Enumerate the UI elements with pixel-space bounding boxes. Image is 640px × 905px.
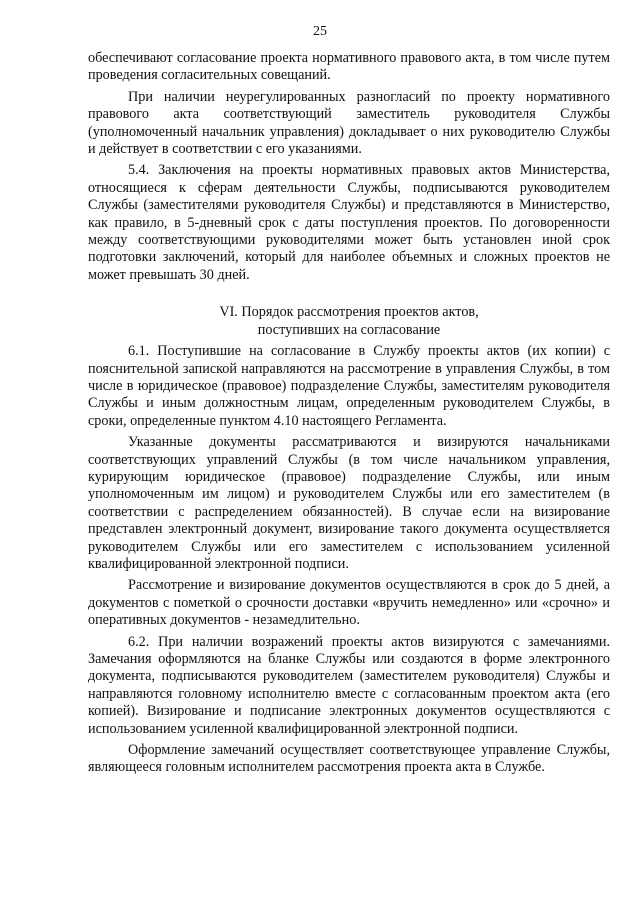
paragraph-6-2: 6.2. При наличии возражений проекты актов визируются с замечаниями. Замечания оформляются на бланке Службы или создаются в форме электронного документа, подписываются руководителем (заместителем руководителя) Службы и направляются головному исполнителю вместе с согласованным проектом акта (его копией). Визирование и подписание электронных документов осуществляются с использованием усиленной квалифицированной электронной подписи. xyxy=(88,633,610,737)
paragraph-deadlines: Рассмотрение и визирование документов осуществляются в срок до 5 дней, а документов с пометкой о срочности доставки «вручить немедленно» или «срочно» и оперативных документов - незамедлительно. xyxy=(88,577,610,629)
paragraph-6-1: 6.1. Поступившие на согласование в Службу проекты актов (их копии) с пояснительной запиской направляются на рассмотрение в управления Службы, в том числе в юридическое (правовое) подразделение Службы, заместителям руководителя Службы и иным должностным лицам, определенным руководителем Службы, в сроки, определенные пунктом 4.10 настоящего Регламента. xyxy=(88,343,610,429)
paragraph-remarks: Оформление замечаний осуществляет соответствующее управление Службы, являющееся головным исполнителем рассмотрения проекта акта в Службе. xyxy=(88,742,610,776)
section-heading-line-1: VI. Порядок рассмотрения проектов актов, xyxy=(219,304,479,321)
document-body xyxy=(88,50,610,777)
paragraph-review-visa: Указанные документы рассматриваются и визируются начальниками соответствующих управлений Службы (в том числе начальником управления, курирующим юридическое (правовое) подразделение Службы, или иным уполномоченным им лицом) и руководителем Службы или его заместителем (в соответствии с распределением обязанностей). В случае если на визирование представлен электронный документ, визирование такого документа осуществляется руководителем Службы или его заместителем с использованием усиленной квалифицированной электронной подписи. xyxy=(88,434,610,572)
section-heading-line-2: поступивших на согласование xyxy=(257,321,441,338)
page-number: 25 xyxy=(313,24,327,39)
section-heading xyxy=(88,304,610,339)
paragraph-disagreements: При наличии неурегулированных разногласий по проекту нормативного правового акта соответствующий заместитель руководителя Службы (уполномоченный начальник управления) докладывает о них руководителю Службы и действует в соответствии с его указаниями. xyxy=(88,88,610,158)
paragraph-5-4: 5.4. Заключения на проекты нормативных правовых актов Министерства, относящиеся к сферам деятельности Службы, подписываются руководителем Службы (заместителями руководителя Службы) и представляются в Министерство, как правило, в 5-дневный срок с даты поступления проектов. По договоренности между соответствующими руководителями может быть установлен иной срок подготовки заключений, который для наиболее объемных и сложных проектов не может превышать 30 дней. xyxy=(88,162,610,283)
paragraph-continuation: обеспечивают согласование проекта нормативного правового акта, в том числе путем проведения согласительных совещаний. xyxy=(88,50,610,84)
